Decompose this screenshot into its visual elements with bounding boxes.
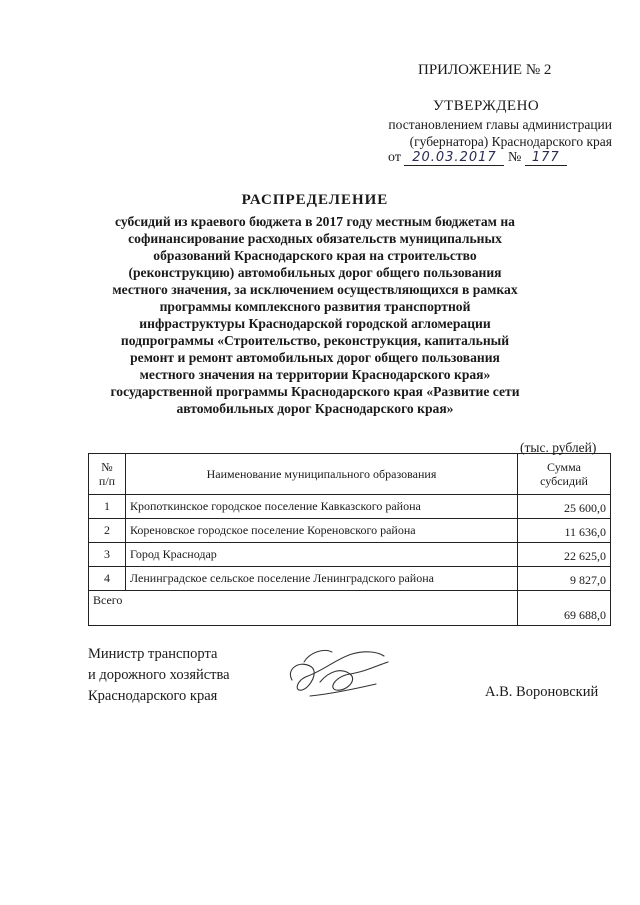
row-num: 1 — [89, 495, 126, 519]
row-amount: 11 636,0 — [518, 519, 611, 543]
minister-title-line: Краснодарского края — [88, 688, 218, 704]
subtitle-line: автомобильных дорог Краснодарского края» — [176, 401, 454, 416]
table-row — [89, 567, 611, 591]
subtitle-line: местного значения, за исключением осуществляющихся в рамках — [112, 282, 518, 297]
header-num — [89, 454, 126, 495]
approved-by-line: (губернатора) Краснодарского края — [409, 134, 612, 149]
subtitle-line: местного значения на территории Краснодарского края» — [139, 367, 491, 382]
minister-title-line: Министр транспорта — [88, 646, 218, 662]
signer-name: А.В. Вороновский — [485, 684, 599, 700]
minister-title — [88, 644, 230, 707]
number-prefix: № — [507, 150, 522, 165]
row-num: 3 — [89, 543, 126, 567]
decree-date-line — [388, 150, 567, 166]
date-prefix: от — [388, 150, 401, 165]
row-amount: 25 600,0 — [518, 495, 611, 519]
header-amount-line: субсидий — [540, 474, 588, 488]
row-name: Город Краснодар — [126, 543, 518, 567]
subtitle-line: субсидий из краевого бюджета в 2017 году местным бюджетам на — [115, 214, 515, 229]
approved-by — [362, 116, 612, 150]
subtitle-line: государственной программы Краснодарского края «Развитие сети — [110, 384, 520, 399]
minister-title-line: и дорожного хозяйства — [88, 667, 230, 683]
approved-by-line: постановлением главы администрации — [388, 117, 612, 132]
header-name: Наименование муниципального образования — [126, 454, 518, 495]
row-num: 2 — [89, 519, 126, 543]
document-subtitle — [90, 213, 540, 417]
row-name: Ленинградское сельское поселение Ленинградского района — [126, 567, 518, 591]
subtitle-line: ремонт и ремонт автомобильных дорог общего пользования — [130, 350, 500, 365]
handwritten-signature — [280, 640, 400, 712]
units-label: (тыс. рублей) — [520, 440, 597, 455]
row-name: Кропоткинское городское поселение Кавказского района — [126, 495, 518, 519]
subtitle-line: программы комплексного развития транспортной — [159, 299, 471, 314]
table-total-row — [89, 591, 611, 626]
subtitle-line: подпрограммы «Строительство, реконструкция, капитальный — [120, 333, 510, 348]
header-num-line: п/п — [98, 474, 116, 488]
total-amount: 69 688,0 — [518, 591, 611, 626]
handwritten-number: 177 — [525, 150, 567, 166]
document-title: РАСПРЕДЕЛЕНИЕ — [241, 192, 389, 208]
appendix-label: ПРИЛОЖЕНИЕ № 2 — [418, 62, 552, 78]
subtitle-line: (реконструкцию) автомобильных дорог общего пользования — [128, 265, 502, 280]
row-amount: 9 827,0 — [518, 567, 611, 591]
row-name: Кореновское городское поселение Кореновского района — [126, 519, 518, 543]
subtitle-line: софинансирование расходных обязательств муниципальных — [128, 231, 502, 246]
distribution-table — [88, 453, 611, 626]
approved-label: УТВЕРЖДЕНО — [433, 98, 540, 114]
subtitle-line: инфраструктуры Краснодарской городской агломерации — [139, 316, 491, 331]
handwritten-date: 20.03.2017 — [404, 150, 504, 166]
table-row — [89, 543, 611, 567]
header-amount — [518, 454, 611, 495]
total-label: Всего — [89, 591, 518, 626]
table-header-row — [89, 454, 611, 495]
header-num-line: № — [101, 460, 113, 474]
row-num: 4 — [89, 567, 126, 591]
row-amount: 22 625,0 — [518, 543, 611, 567]
table-row — [89, 495, 611, 519]
subtitle-line: образований Краснодарского края на строительство — [153, 248, 477, 263]
header-amount-line: Сумма — [547, 460, 581, 474]
table-row — [89, 519, 611, 543]
